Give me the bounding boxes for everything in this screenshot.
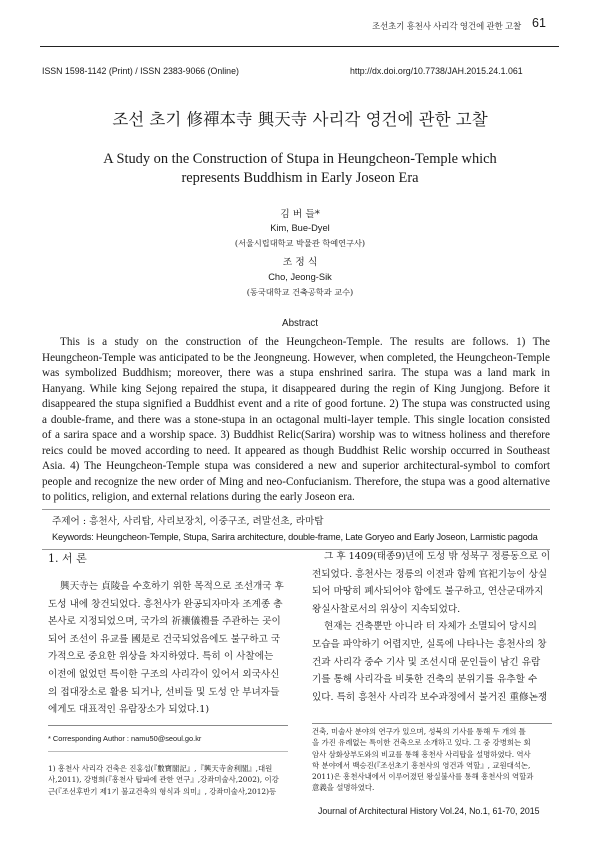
doi-link[interactable]: http://dx.doi.org/10.7738/JAH.2015.24.1.061	[350, 66, 523, 76]
author-2-name-ko: 조 정 식	[282, 257, 318, 268]
abstract-line: Asia. 4) The Heungcheon-Temple stupa was considered a new and superior architectural-symbol to comfort	[42, 460, 550, 472]
page-number: 61	[532, 16, 546, 30]
abstract-line: of a sarira space and a worship space. 3) Buddhist Relic(Sarira) worship was to witness holiness and therefore	[42, 429, 550, 441]
paragraph-line: 가적으로 중요한 위상을 차지하였다. 특히 이 사찰에는	[48, 651, 274, 663]
keywords-rule-top	[42, 509, 550, 510]
section-heading: 1. 서 론	[48, 552, 87, 565]
title-english-line: A Study on the Construction of Stupa in Heungcheon-Temple which	[103, 151, 497, 167]
abstract-line: was symbolized Buddhism; moreover, there was a stupa enshrined sarira. The stupa was a land mark in	[42, 367, 550, 379]
abstract-line: Heungcheon-Temple was anticipated to be the Jeongneung. However, when completed, the Heungcheon-Temple	[42, 351, 550, 364]
paragraph-line: 에게도 대표적인 유람장소가 되었다.1)	[48, 704, 210, 716]
abstract-line: disappeared the stupa signified a Buddhist event and a rite of good fortune. 2) The stupa was constructed using	[42, 398, 550, 410]
author-1-affiliation: (서울시립대학교 박물관 학예연구사)	[234, 238, 366, 248]
paragraph-line: 도성 내에 창건되었다. 흥천사가 완공되자마자 조계종 총	[48, 598, 283, 610]
left-footnotes	[48, 763, 288, 797]
title-korean: 조선 초기 修禪本寺 興天寺 사리각 영건에 관한 고찰	[112, 110, 488, 129]
paragraph-line: 있다. 특히 흥천사 사리각 보수과정에서 불거진 重修논쟁	[312, 691, 548, 703]
footnote-rule-left	[48, 725, 288, 726]
footnote-line: 意義을 설명하였다.	[312, 783, 375, 793]
author-1-name-en: Kim, Bue-Dyel	[270, 223, 330, 233]
footnote-line: 2011)은 흥천사내에서 이루어졌던 왕실불사를 통해 흥천사의 역할과	[312, 772, 534, 782]
left-column-paragraph	[48, 578, 288, 719]
paragraph-line: 모습을 파악하기 어렵지만, 실록에 나타나는 흥천사의 창	[312, 638, 547, 650]
abstract-body	[42, 335, 550, 506]
right-column-text	[312, 548, 552, 706]
corresponding-author: * Corresponding Author : namu50@seoul.go.kr	[48, 734, 202, 743]
author-2-name-en: Cho, Jeong-Sik	[268, 272, 332, 282]
abstract-heading: Abstract	[282, 318, 318, 329]
abstract-line: a double-frame, and there was a stone-stupa in an octagonal multi-layer temple. This single location consisted	[42, 413, 550, 426]
title-english	[0, 150, 600, 188]
footnote-rule-right	[312, 723, 552, 724]
header-rule	[40, 46, 559, 47]
keywords-english: Keywords: Heungcheon-Temple, Stupa, Sarira architecture, double-frame, Late Goryeo and Early Joseon, Larmistic pagoda	[52, 532, 538, 542]
paragraph-line: 되어 조선이 유교를 國是로 건국되었음에도 불구하고 국	[48, 633, 281, 645]
author-1-name-ko: 김 버 들*	[280, 209, 320, 220]
abstract-line: reics could be moved according to need. It appeared as though Buddhist Relic worship occurred in Southeast	[42, 444, 550, 457]
keywords-korean: 주제어 : 흥천사, 사리탑, 사리보장치, 이중구조, 려말선초, 라마탑	[52, 516, 324, 527]
paragraph-line: 건과 사리각 중수 기사 및 조선시대 문인들이 남긴 유람	[312, 656, 541, 668]
paragraph-line: 기를 통해 사리각을 비롯한 건축의 분위기를 유추할 수	[312, 674, 538, 686]
footnote-line: 1) 흥천사 사리각 건축은 진홍섭(『數寶閣記』,『興天寺舍利閣』,대원	[48, 764, 273, 773]
paragraph-line: 본사로 지정되었으며, 국가의 祈禳儀禮를 주관하는 곳이	[48, 616, 281, 628]
paragraph-line: 현재는 건축뿐만 아니라 터 자체가 소멸되어 당시의	[324, 621, 537, 633]
paragraph-line: 전되었다. 흥천사는 정릉의 이전과 함께 官祀기능이 상실	[312, 568, 548, 580]
footnote-line: 근(『조선후반기 제1기 불교건축의 형식과 의미』, 강좌미술사,2012)등	[48, 786, 277, 796]
paragraph-line: 의 접대장소로 활용 되거나, 선비들 및 도성 안 부녀자들	[48, 686, 280, 698]
abstract-line: people and recognize the new order of Ming and neo-Confucianism. Therefore, the stupa was a good alternative	[42, 475, 550, 488]
footnote-line: 학 분야에서 백승진(『조선초기 흥천사의 영건과 역할』, 교원대석논,	[312, 760, 531, 770]
abstract-line: to politics, religion, and external relations during the early Joseon era.	[42, 491, 355, 503]
issn: ISSN 1598-1142 (Print) / ISSN 2383-9066 (Online)	[42, 66, 239, 76]
paragraph-line: 興天寺는 貞陵을 수호하기 위한 목적으로 조선개국 후	[60, 581, 284, 592]
right-footnotes	[312, 726, 552, 794]
author-2-affiliation: (동국대학교 건축공학과 교수)	[246, 287, 354, 297]
footnote-line: 사,2011), 강병희(『흥천사 탑파에 관한 연구』,강좌미술사,2002), 이강	[48, 775, 279, 785]
paragraph-line: 그 후 1409(태종9)년에 도성 밖 성북구 정릉동으로 이	[324, 551, 551, 562]
paragraph-line: 이전에 없었던 특이한 구조의 사리각이 있어서 외국사신	[48, 668, 280, 680]
journal-footer: Journal of Architectural History Vol.24, No.1, 61-70, 2015	[318, 806, 540, 816]
running-head-title: 조선초기 흥천사 사리각 영건에 관한 고찰	[372, 21, 522, 31]
paragraph-line: 왕실사찰로서의 위상이 지속되었다.	[312, 603, 461, 615]
footnote-divider	[48, 751, 288, 752]
paragraph-line: 되어 마땅히 폐사되어야 함에도 불구하고, 연산군대까지	[312, 586, 544, 598]
footnote-line: 암사 삼화상부도와의 비교를 통해 흥천사 사리탑을 설명하였다. 역사	[312, 749, 531, 759]
footnote-line: 을 가진 유례없는 특이한 건축으로 소개하고 있다. 그 중 강병희는 회	[312, 738, 531, 748]
footnote-line: 건축, 미술사 분야의 연구가 있으며, 성북의 기사를 통해 두 개의 틀	[312, 727, 526, 736]
abstract-line: This is a study on the construction of the Heungcheon-Temple. The results are follows. 1) The	[60, 336, 550, 348]
title-english-line: represents Buddhism in Early Joseon Era	[181, 170, 419, 186]
abstract-line: Hanyang. While king Sejong repaired the stupa, it disappeared during the regin of King Jungjong. Before it	[42, 382, 550, 395]
